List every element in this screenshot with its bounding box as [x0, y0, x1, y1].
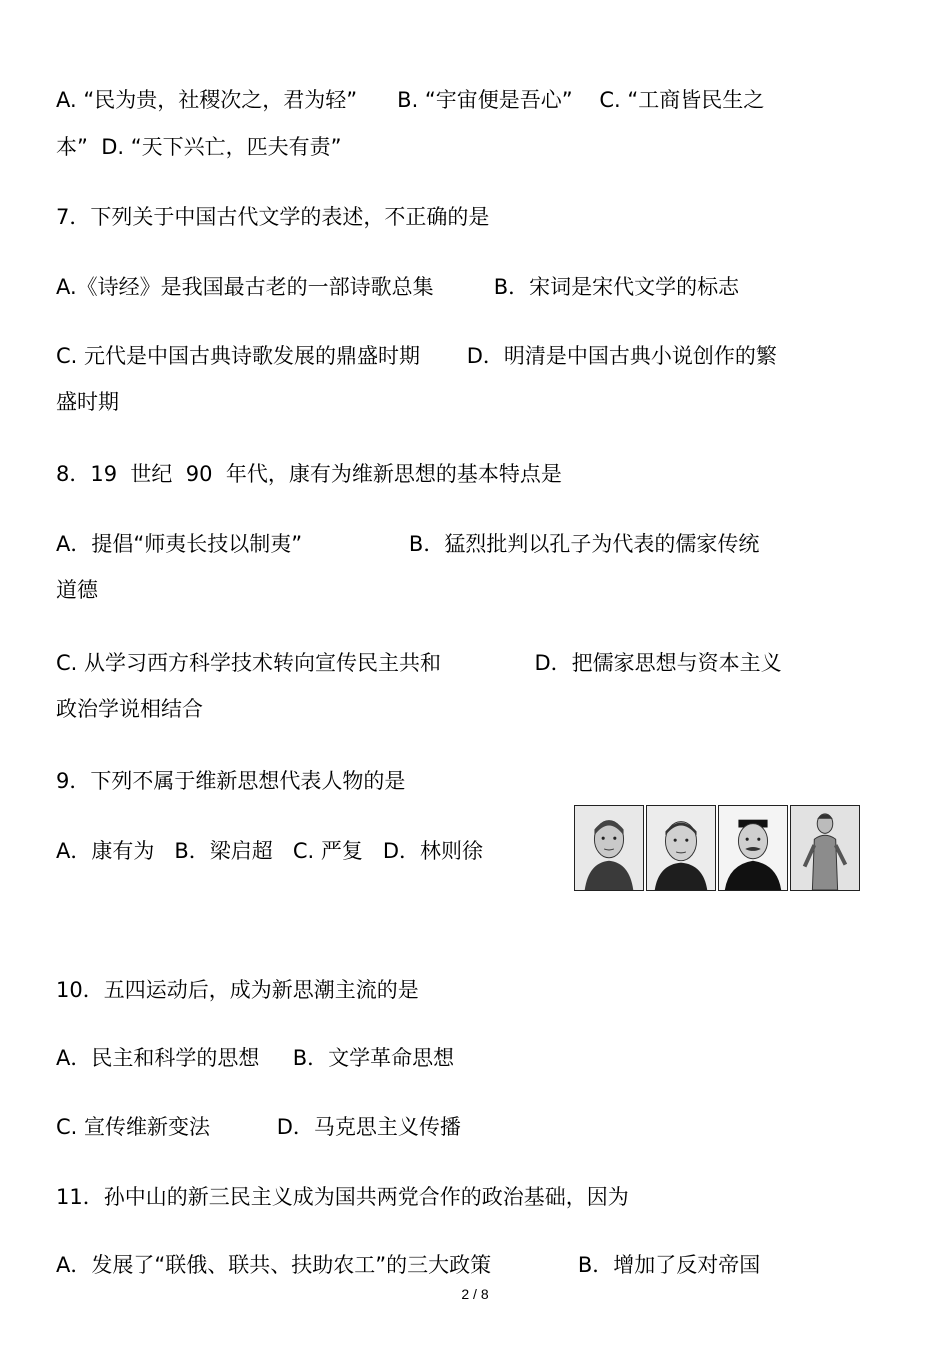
question-10-options-ab: A．民主和科学的思想 B．文学革命思想	[56, 1046, 455, 1070]
portrait-3	[718, 805, 788, 891]
question-8-options-ab-cont: 道德	[56, 578, 98, 602]
question-8-options-ab: A．提倡“师夷长技以制夷” B．猛烈批判以孔子为代表的儒家传统	[56, 532, 760, 556]
page-number: 2 / 8	[461, 1286, 489, 1302]
question-8: 8．19 世纪 90 年代，康有为维新思想的基本特点是	[56, 462, 562, 486]
portrait-4	[790, 805, 860, 891]
question-11-options-ab: A．发展了“联俄、联共、扶助农工”的三大政策 B．增加了反对帝国	[56, 1253, 761, 1277]
question-7-options-cd: C. 元代是中国古典诗歌发展的鼎盛时期 D．明清是中国古典小说创作的繁	[56, 344, 777, 368]
question-7-options-ab: A.《诗经》是我国最古老的一部诗歌总集 B．宋词是宋代文学的标志	[56, 275, 740, 299]
question-11: 11．孙中山的新三民主义成为国共两党合作的政治基础，因为	[56, 1185, 629, 1209]
question-9: 9．下列不属于维新思想代表人物的是	[56, 769, 406, 793]
question-9-options: A．康有为 B．梁启超 C. 严复 D．林则徐	[56, 839, 484, 863]
question-10: 10．五四运动后，成为新思潮主流的是	[56, 978, 419, 1002]
portrait-2	[646, 805, 716, 891]
question-7-options-cd-cont: 盛时期	[56, 390, 119, 414]
portrait-1	[574, 805, 644, 891]
question-8-options-cd: C. 从学习西方科学技术转向宣传民主共和 D．把儒家思想与资本主义	[56, 651, 782, 675]
question-8-options-cd-cont: 政治学说相结合	[56, 697, 203, 721]
line-q6-options-1: A. “民为贵，社稷次之，君为轻” B. “宇宙便是吾心” C. “工商皆民生之	[56, 88, 765, 112]
line-q6-options-2: 本” D. “天下兴亡，匹夫有责”	[56, 135, 342, 159]
question-10-options-cd: C. 宣传维新变法 D．马克思主义传播	[56, 1115, 461, 1139]
portrait-strip	[574, 805, 860, 891]
question-7: 7．下列关于中国古代文学的表述，不正确的是	[56, 205, 490, 229]
